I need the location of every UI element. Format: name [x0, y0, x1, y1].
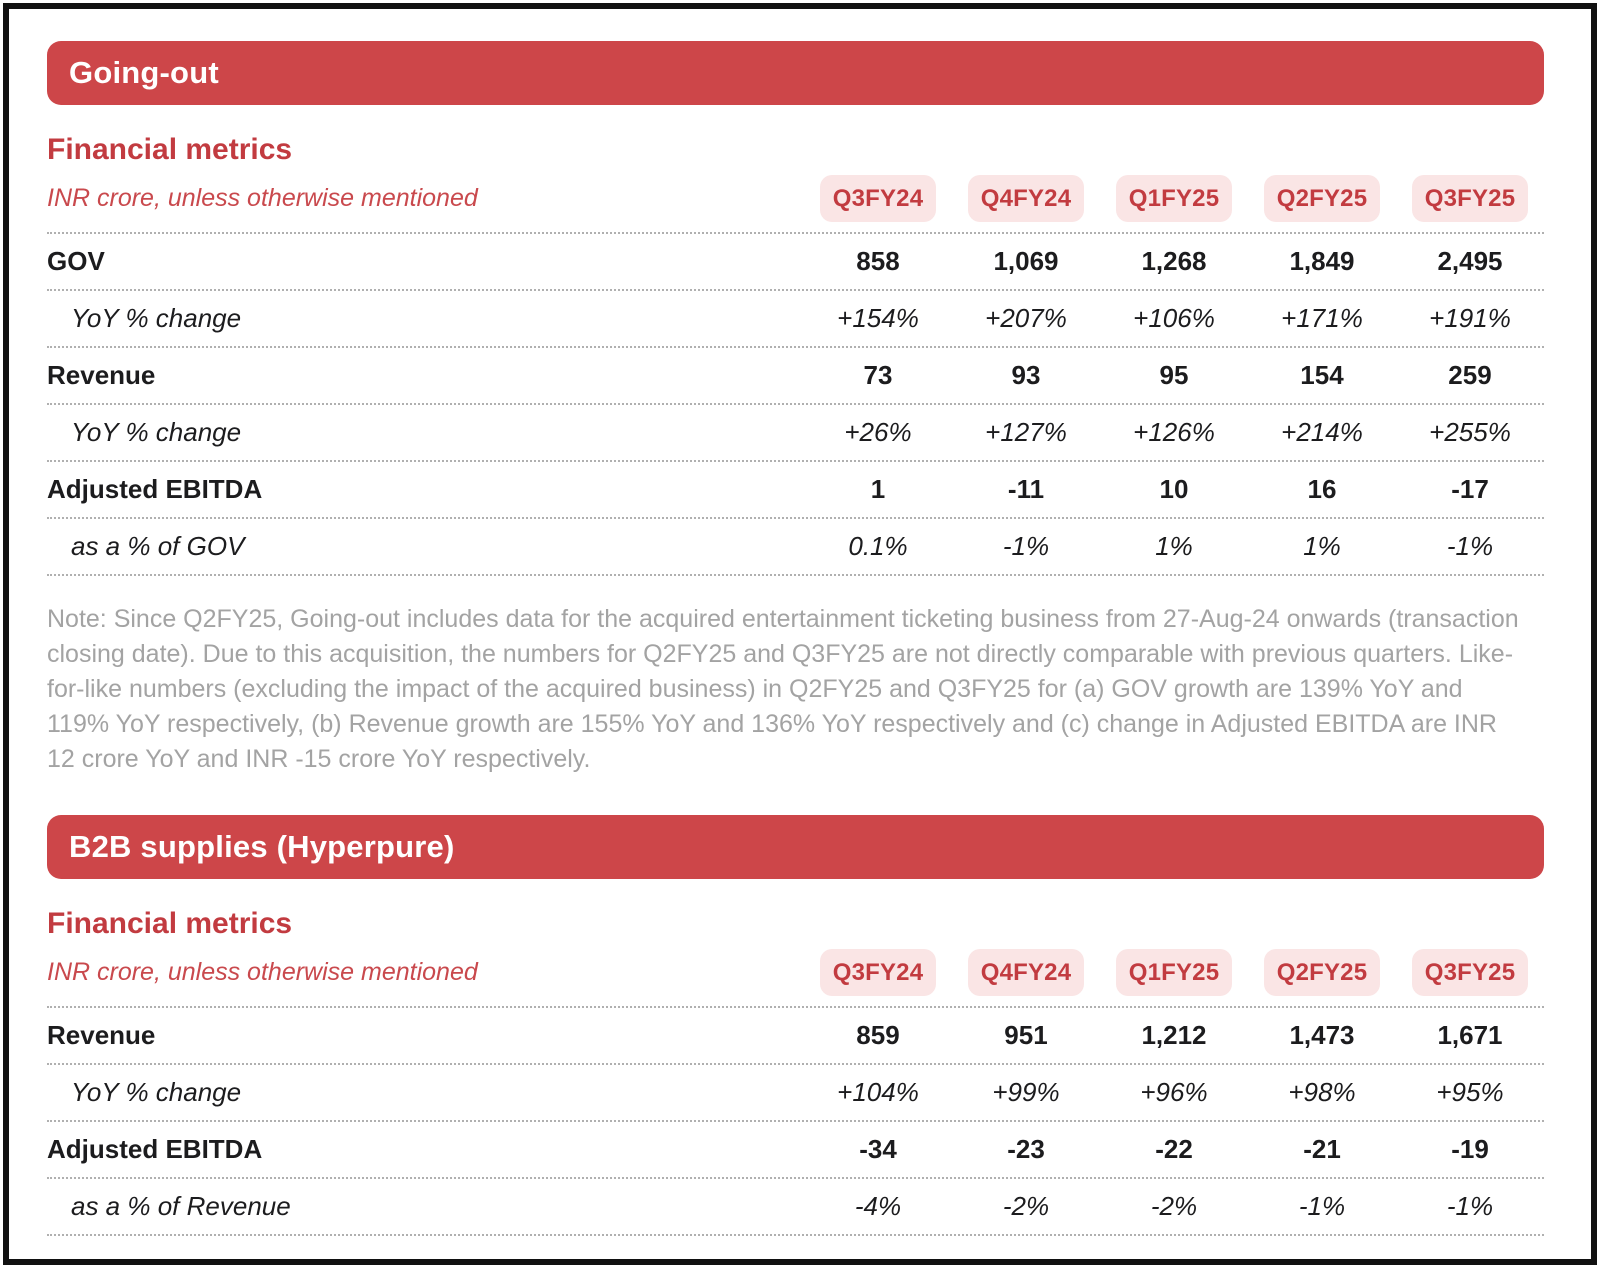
cell-value: 10	[1159, 474, 1189, 504]
cell-value: 1%	[1303, 531, 1341, 561]
row-label: Revenue	[47, 1020, 156, 1050]
cell-value: 1,212	[1141, 1020, 1207, 1050]
table-row-pct-of-gov	[47, 519, 1544, 576]
cell-value: +95%	[1436, 1077, 1504, 1107]
table-row-gov	[47, 234, 1544, 291]
cell-value: 858	[856, 246, 900, 276]
table-row-gov-yoy	[47, 291, 1544, 348]
cell-value: +154%	[837, 303, 919, 333]
row-label: YoY % change	[71, 1077, 242, 1107]
cell-value: -1%	[1446, 531, 1494, 561]
cell-value: +214%	[1281, 417, 1363, 447]
financial-metrics-table	[47, 941, 1544, 1236]
cell-value: 1,849	[1289, 246, 1355, 276]
column-header-pill: Q3FY25	[1412, 949, 1529, 996]
cell-value: 0.1%	[848, 531, 908, 561]
unit-note: INR crore, unless otherwise mentioned	[47, 958, 478, 986]
cell-value: 951	[1004, 1020, 1048, 1050]
table-row-adjusted-ebitda	[47, 462, 1544, 519]
row-label: as a % of GOV	[71, 531, 245, 561]
cell-value: 1,268	[1141, 246, 1207, 276]
cell-value: -22	[1155, 1134, 1193, 1164]
cell-value: +126%	[1133, 417, 1215, 447]
row-label: Adjusted EBITDA	[47, 1134, 263, 1164]
table-header-row	[47, 941, 1544, 1008]
column-header-pill: Q2FY25	[1264, 949, 1381, 996]
cell-value: 859	[856, 1020, 900, 1050]
column-header-pill: Q3FY24	[820, 949, 937, 996]
unit-note: INR crore, unless otherwise mentioned	[47, 184, 478, 212]
cell-value: -17	[1451, 474, 1489, 504]
cell-value: +106%	[1133, 303, 1215, 333]
row-label: Revenue	[47, 360, 156, 390]
cell-value: +171%	[1281, 303, 1363, 333]
footnote: Note: Since Q2FY25, Going-out includes data for the acquired entertainment ticketing business from 27-Aug-24 onwards (transaction closing date). Due to this acquisition, the numbers for Q2FY25 and Q3FY25 are not directly comparable with previous quarters. Like-for-like numbers (excluding the impact of the acquired business) in Q2FY25 and Q3FY25 for (a) GOV growth are 139% YoY and 119% YoY respectively, (b) Revenue growth are 155% YoY and 136% YoY respectively and (c) change in Adjusted EBITDA are INR 12 crore YoY and INR -15 crore YoY respectively.	[47, 605, 1519, 773]
financial-metrics-table	[47, 167, 1544, 576]
section-heading: Financial metrics	[47, 133, 293, 166]
table-row-revenue-yoy	[47, 405, 1544, 462]
cell-value: -11	[1007, 474, 1045, 504]
document-page	[3, 3, 1597, 1265]
section-going-out	[47, 41, 1544, 777]
table-row-adjusted-ebitda	[47, 1122, 1544, 1179]
cell-value: 95	[1159, 360, 1189, 390]
cell-value: -2%	[1002, 1191, 1050, 1221]
cell-value: 73	[863, 360, 893, 390]
cell-value: -23	[1007, 1134, 1045, 1164]
column-header-pill: Q2FY25	[1264, 175, 1381, 222]
cell-value: 1,671	[1437, 1020, 1503, 1050]
cell-value: 1,473	[1289, 1020, 1355, 1050]
section-heading: Financial metrics	[47, 907, 293, 940]
column-header-pill: Q3FY24	[820, 175, 937, 222]
cell-value: +99%	[992, 1077, 1060, 1107]
cell-value: +207%	[985, 303, 1067, 333]
cell-value: -2%	[1150, 1191, 1198, 1221]
row-label: YoY % change	[71, 303, 242, 333]
cell-value: 2,495	[1437, 246, 1503, 276]
cell-value: 259	[1448, 360, 1492, 390]
cell-value: -1%	[1446, 1191, 1494, 1221]
cell-value: +127%	[985, 417, 1067, 447]
row-label: YoY % change	[71, 417, 242, 447]
cell-value: +96%	[1140, 1077, 1208, 1107]
column-header-pill: Q4FY24	[968, 175, 1085, 222]
cell-value: 93	[1011, 360, 1041, 390]
cell-value: +104%	[837, 1077, 919, 1107]
row-label: Adjusted EBITDA	[47, 474, 263, 504]
table-row-revenue-yoy	[47, 1065, 1544, 1122]
column-header-pill: Q1FY25	[1116, 949, 1233, 996]
section-banner: Going-out	[47, 41, 1544, 105]
cell-value: +255%	[1429, 417, 1511, 447]
cell-value: +98%	[1288, 1077, 1356, 1107]
cell-value: 1	[870, 474, 886, 504]
table-row-pct-of-revenue	[47, 1179, 1544, 1236]
row-label: as a % of Revenue	[71, 1191, 291, 1221]
column-header-pill: Q1FY25	[1116, 175, 1233, 222]
cell-value: -1%	[1298, 1191, 1346, 1221]
cell-value: +26%	[844, 417, 912, 447]
cell-value: -4%	[854, 1191, 902, 1221]
table-row-revenue	[47, 1008, 1544, 1065]
column-header-pill: Q4FY24	[968, 949, 1085, 996]
cell-value: 1%	[1155, 531, 1193, 561]
cell-value: 1,069	[993, 246, 1059, 276]
cell-value: -21	[1303, 1134, 1341, 1164]
cell-value: +191%	[1429, 303, 1511, 333]
cell-value: -1%	[1002, 531, 1050, 561]
column-header-pill: Q3FY25	[1412, 175, 1529, 222]
cell-value: 16	[1307, 474, 1337, 504]
section-banner: B2B supplies (Hyperpure)	[47, 815, 1544, 879]
table-header-row	[47, 167, 1544, 234]
cell-value: -34	[859, 1134, 897, 1164]
section-hyperpure	[47, 815, 1544, 1236]
row-label: GOV	[47, 246, 105, 276]
table-row-revenue	[47, 348, 1544, 405]
cell-value: 154	[1300, 360, 1344, 390]
cell-value: -19	[1451, 1134, 1489, 1164]
